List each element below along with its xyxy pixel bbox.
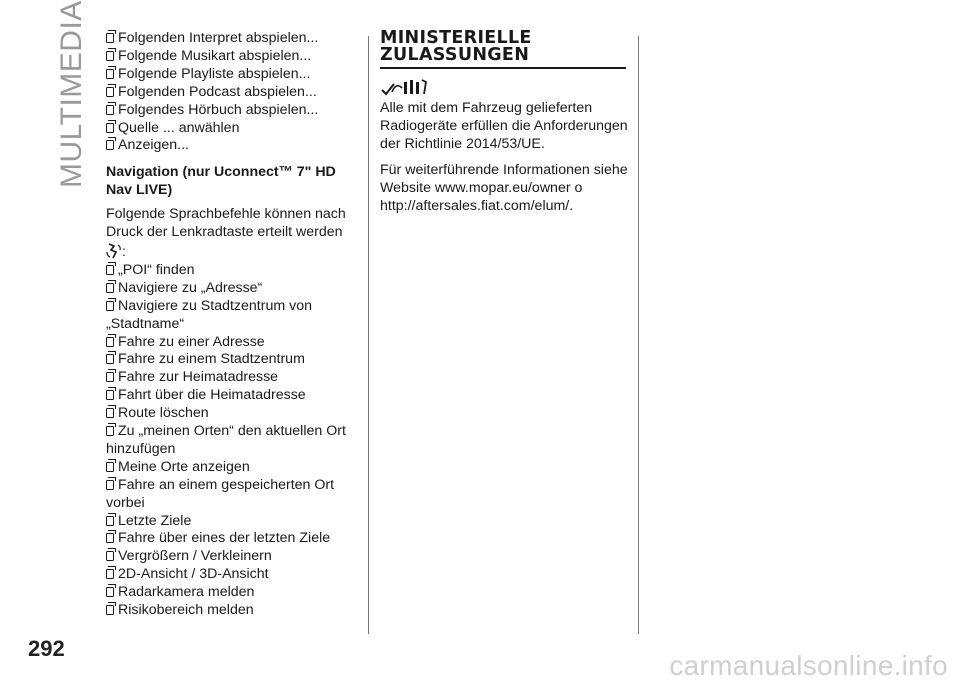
navigation-subheading: Navigation (nur Uconnect™ 7" HD Nav LIVE): [106, 164, 336, 199]
checkbox-bullet-icon: [106, 372, 114, 382]
checkbox-bullet-icon: [106, 87, 114, 97]
navigation-intro: [106, 206, 358, 262]
list-item: [106, 298, 358, 334]
list-item: [106, 602, 358, 620]
list-item-text: Fahre über eines der letzten Ziele: [118, 530, 331, 547]
list-item: [106, 477, 358, 513]
list-item-text: Route löschen: [118, 405, 209, 422]
checkbox-bullet-icon: [106, 105, 114, 115]
approvals-paragraph-2: Für weiterführende Informationen siehe Website www.mopar.eu/owner o http://aftersales.fiat.com/elum/.: [380, 161, 628, 214]
list-item: [106, 351, 358, 369]
checkbox-bullet-icon: [106, 408, 114, 418]
list-item: [106, 387, 358, 405]
right-column: [380, 30, 630, 215]
watermark: carmanualsonline.info: [669, 650, 948, 681]
approvals-title: [380, 30, 626, 69]
list-item-text: Navigiere zu „Adresse“: [118, 279, 263, 296]
approvals-paragraph-1: Alle mit dem Fahrzeug gelieferten Radiogeräte erfüllen die Anforderungen der Richtlinie 2014/53/UE.: [380, 100, 628, 152]
list-item-text: „POI“ finden: [118, 261, 195, 278]
list-item: [106, 566, 358, 584]
checkbox-bullet-icon: [106, 533, 114, 543]
approvals-title-line2: ZULASSUNGEN: [380, 45, 530, 65]
list-item: [106, 405, 358, 423]
checkbox-bullet-icon: [106, 283, 114, 293]
checkbox-bullet-icon: [106, 569, 114, 579]
left-column: [106, 30, 358, 620]
list-item: [106, 513, 358, 531]
checkbox-bullet-icon: [106, 265, 114, 275]
list-item-text: Fahre zu einer Adresse: [118, 333, 265, 350]
list-item-text: Risikobereich melden: [118, 602, 254, 619]
list-item: [106, 66, 358, 84]
list-item-text: Folgendes Hörbuch abspielen...: [118, 101, 319, 118]
list-item: [106, 137, 358, 155]
list-item: [106, 102, 358, 120]
list-item: [106, 334, 358, 352]
list-item-text: Quelle ... anwählen: [118, 119, 240, 136]
checkbox-bullet-icon: [106, 551, 114, 561]
list-item: [106, 30, 358, 48]
music-command-list: [106, 30, 358, 155]
checkbox-bullet-icon: [106, 69, 114, 79]
checkbox-bullet-icon: [106, 605, 114, 615]
checkbox-bullet-icon: [106, 123, 114, 133]
list-item-text: Folgenden Podcast abspielen...: [118, 83, 317, 100]
approval-symbol-icon: [380, 76, 436, 96]
checkbox-bullet-icon: [106, 390, 114, 400]
list-item-text: Fahre zu einem Stadtzentrum: [118, 351, 305, 368]
list-item: [106, 423, 358, 459]
navigation-intro-suffix: :: [122, 243, 126, 260]
list-item: [106, 369, 358, 387]
page-number: 292: [28, 636, 65, 661]
checkbox-bullet-icon: [106, 516, 114, 526]
list-item: [106, 84, 358, 102]
navigation-intro-text: Folgende Sprachbefehle können nach Druck der Lenkradtaste erteilt werden: [106, 206, 346, 241]
navigation-command-list: [106, 262, 358, 620]
list-item: [106, 262, 358, 280]
list-item-text: Radarkamera melden: [118, 584, 255, 601]
list-item-text: Vergrößern / Verkleinern: [118, 548, 272, 565]
list-item: [106, 459, 358, 477]
checkbox-bullet-icon: [106, 354, 114, 364]
checkbox-bullet-icon: [106, 587, 114, 597]
list-item-text: Folgende Musikart abspielen...: [118, 47, 312, 64]
approvals-title-line1: MINISTERIELLE: [380, 28, 532, 48]
list-item-text: Meine Orte anzeigen: [118, 458, 250, 475]
checkbox-bullet-icon: [106, 337, 114, 347]
checkbox-bullet-icon: [106, 51, 114, 61]
checkbox-bullet-icon: [106, 426, 114, 436]
list-item-text: Fahrt über die Heimatadresse: [118, 387, 306, 404]
checkbox-bullet-icon: [106, 462, 114, 472]
checkbox-bullet-icon: [106, 301, 114, 311]
list-item-text: Zu „meinen Orten“ den aktuellen Ort hinzufügen: [106, 423, 346, 457]
list-item-text: Anzeigen...: [118, 137, 189, 154]
list-item-text: Letzte Ziele: [118, 512, 192, 529]
voice-command-icon: [106, 242, 122, 260]
list-item-text: Fahre an einem gespeicherten Ort vorbei: [106, 476, 335, 511]
column-divider-left: [368, 36, 369, 634]
list-item: [106, 530, 358, 548]
list-item: [106, 584, 358, 602]
list-item: [106, 548, 358, 566]
checkbox-bullet-icon: [106, 33, 114, 43]
checkbox-bullet-icon: [106, 140, 114, 150]
list-item-text: Folgende Playliste abspielen...: [118, 65, 311, 82]
list-item: [106, 48, 358, 66]
list-item-text: Folgenden Interpret abspielen...: [118, 30, 319, 46]
list-item-text: 2D-Ansicht / 3D-Ansicht: [118, 566, 269, 583]
list-item: [106, 280, 358, 298]
section-side-label-text: MULTIMEDIA: [55, 0, 88, 188]
list-item-text: Navigiere zu Stadtzentrum von „Stadtname“: [106, 297, 312, 332]
list-item-text: Fahre zur Heimatadresse: [118, 369, 279, 386]
section-side-label: [44, 0, 104, 188]
column-divider-right: [638, 36, 639, 634]
checkbox-bullet-icon: [106, 480, 114, 490]
list-item: [106, 120, 358, 138]
